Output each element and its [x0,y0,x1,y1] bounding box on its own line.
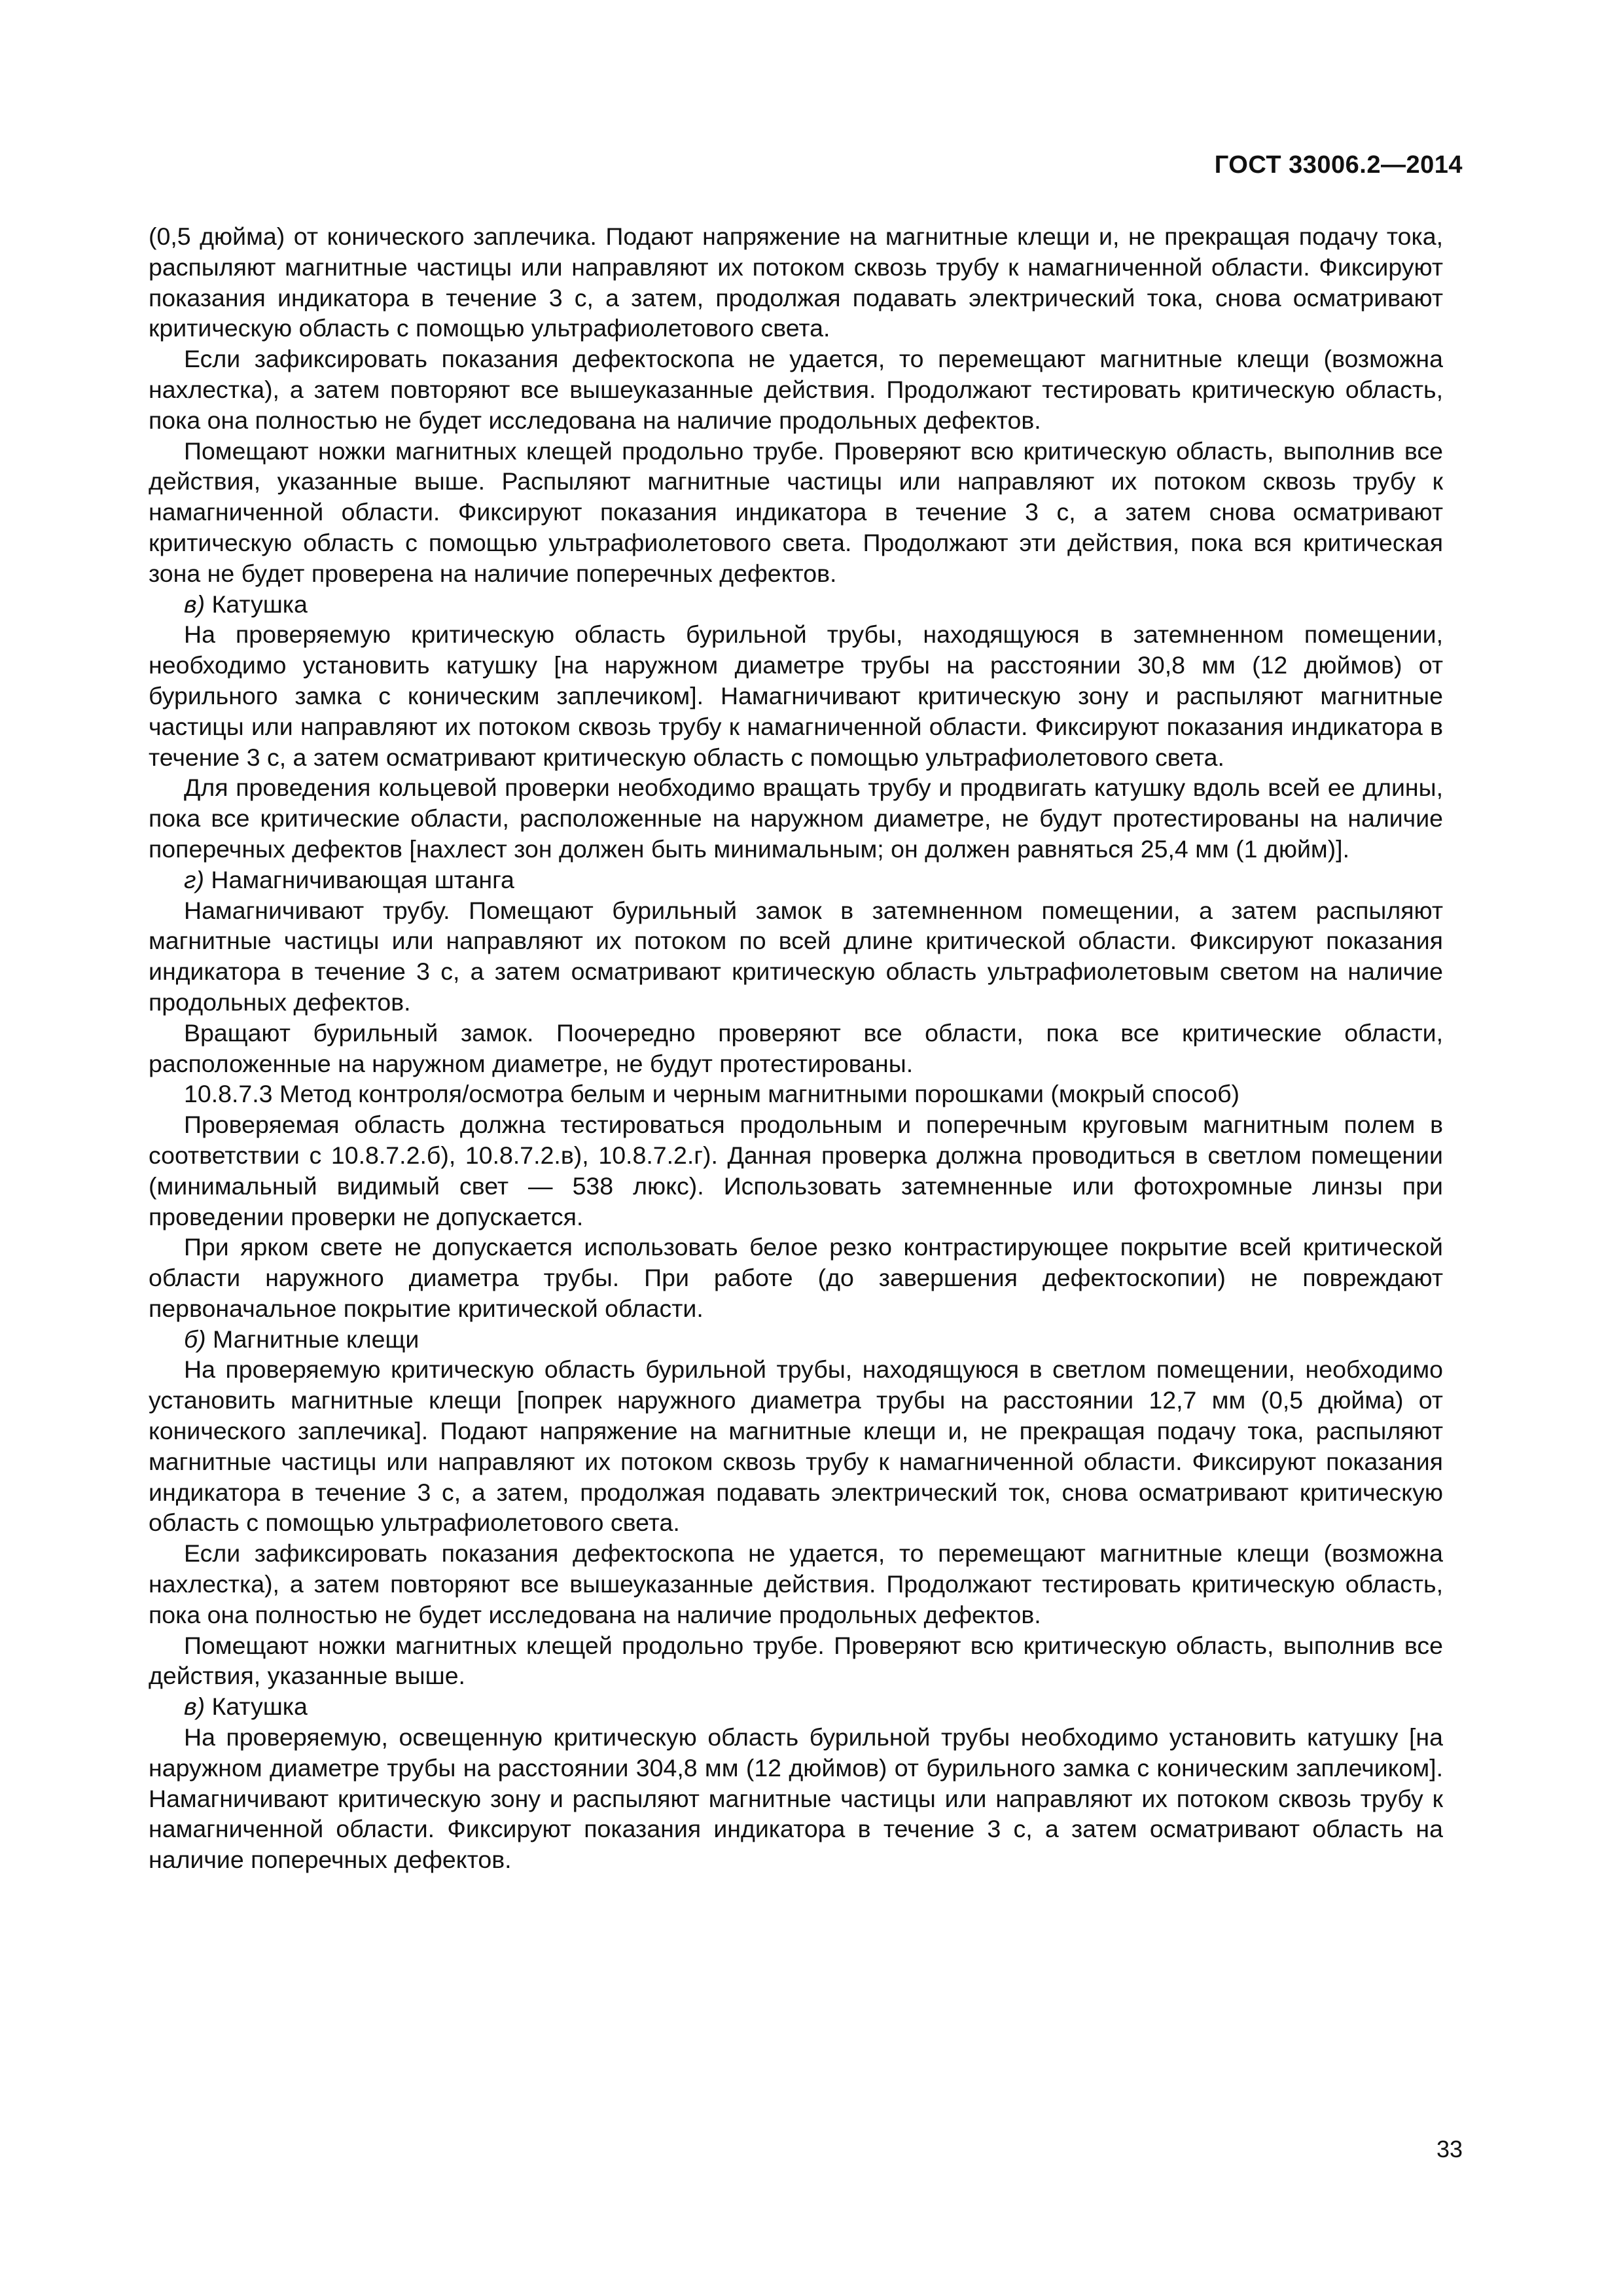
subsection-letter: б) [184,1325,206,1353]
subsection-heading [149,1691,1443,1722]
subsection-title: Катушка [205,1693,308,1721]
subsection-title: Намагничивающая штанга [204,865,514,893]
subsection-letter: в) [184,1693,205,1721]
paragraph: Вращают бурильный замок. Поочередно проверяют все области, пока все критические области, расположенные на наружном диаметре, не будут протестированы. [149,1018,1443,1077]
subsection-letter: г) [184,865,204,893]
standard-header: ГОСТ 33006.2—2014 [1214,151,1463,179]
paragraph: Если зафиксировать показания дефектоскопа не удается, то перемещают магнитные клещи (возможна нахлестка), а затем повторяют все вышеуказанные действия. Продолжают тестировать критическую область, пока она полностью не будет исследована на наличие продольных дефектов. [149,1539,1443,1628]
paragraph: Проверяемая область должна тестироваться продольным и поперечным круговым магнитным полем в соответствии с 10.8.7.2.б), 10.8.7.2.в), 10.8.7.2.г). Данная проверка должна проводиться в светлом помещении (минимальный видимый свет — 538 люкс). Использовать затемненные или фотохромные линзы при проведении проверки не допускается. [149,1111,1443,1230]
subsection-title: Магнитные клещи [205,1325,419,1353]
document-body [149,221,1443,1875]
paragraph: На проверяемую критическую область бурильной трубы, находящуюся в светлом помещении, необходимо установить магнитные клещи [попрек наружного диаметра трубы на расстоянии 12,7 мм (0,5 дюйма) от конического заплечика]. Подают напряжение на магнитные клещи и, не прекращая подачу тока, распыляют магнитные частицы или направляют их потоком сквозь трубу к намагниченной области. Фиксируют показания индикатора в течение 3 с, а затем, продолжая подавать электрический ток, снова осматривают критическую область с помощью ультрафиолетового света. [149,1355,1443,1537]
page-number: 33 [1436,2136,1463,2162]
subsection-heading [149,589,1443,620]
paragraph: Намагничивают трубу. Помещают бурильный замок в затемненном помещении, а затем распыляют магнитные частицы или направляют их потоком по всей длине критической области. Фиксируют показания индикатора в течение 3 с, а затем осматривают критическую область ультрафиолетовым светом на наличие продольных дефектов. [149,896,1443,1016]
subsection-heading [149,865,1443,895]
paragraph: Помещают ножки магнитных клещей продольно трубе. Проверяют всю критическую область, выполнив все действия, указанные выше. [149,1631,1443,1690]
paragraph: При ярком свете не допускается использовать белое резко контрастирующее покрытие всей критической области наружного диаметра трубы. При работе (до завершения дефектоскопии) не повреждают первоначальное покрытие критической области. [149,1233,1443,1322]
subsection-letter: в) [184,590,205,618]
paragraph: Помещают ножки магнитных клещей продольно трубе. Проверяют всю критическую область, выполнив все действия, указанные выше. Распыляют магнитные частицы или направляют их потоком сквозь трубу к намагниченной области. Фиксируют показания индикатора в течение 3 с, а затем снова осматривают критическую область с помощью ультрафиолетового света. Продолжают эти действия, пока вся критическая зона не будет проверена на наличие поперечных дефектов. [149,437,1443,587]
paragraph: Для проведения кольцевой проверки необходимо вращать трубу и продвигать катушку вдоль всей ее длины, пока все критические области, расположенные на наружном диаметре, не будут протестированы на наличие поперечных дефектов [нахлест зон должен быть минимальным; он должен равняться 25,4 мм (1 дюйм)]. [149,774,1443,863]
paragraph: 10.8.7.3 Метод контроля/осмотра белым и черным магнитными порошками (мокрый способ) [184,1080,1240,1108]
paragraph: На проверяемую критическую область бурильной трубы, находящуюся в затемненном помещении, необходимо установить катушку [на наружном диаметре трубы на расстоянии 30,8 мм (12 дюймов) от бурильного замка с коническим заплечиком]. Намагничивают критическую зону и распыляют магнитные частицы или направляют их потоком сквозь трубу к намагниченной области. Фиксируют показания индикатора в течение 3 с, а затем осматривают критическую область с помощью ультрафиолетового света. [149,620,1443,771]
subsection-title: Катушка [205,590,308,618]
paragraph: На проверяемую, освещенную критическую область бурильной трубы необходимо установить катушку [на наружном диаметре трубы на расстоянии 304,8 мм (12 дюймов) от бурильного замка с коническим заплечиком]. Намагничивают критическую зону и распыляют магнитные частицы или направляют их потоком сквозь трубу к намагниченной области. Фиксируют показания индикатора в течение 3 с, а затем осматривают область на наличие поперечных дефектов. [149,1723,1443,1874]
continued-paragraph: (0,5 дюйма) от конического заплечика. Подают напряжение на магнитные клещи и, не прекращая подачу тока, распыляют магнитные частицы или направляют их потоком сквозь трубу к намагниченной области. Фиксируют показания индикатора в течение 3 с, а затем, продолжая подавать электрический тока, снова осматривают критическую область с помощью ультрафиолетового света. [149,223,1443,342]
subsection-heading [149,1324,1443,1355]
paragraph: Если зафиксировать показания дефектоскопа не удается, то перемещают магнитные клещи (возможна нахлестка), а затем повторяют все вышеуказанные действия. Продолжают тестировать критическую область, пока она полностью не будет исследована на наличие продольных дефектов. [149,345,1443,434]
